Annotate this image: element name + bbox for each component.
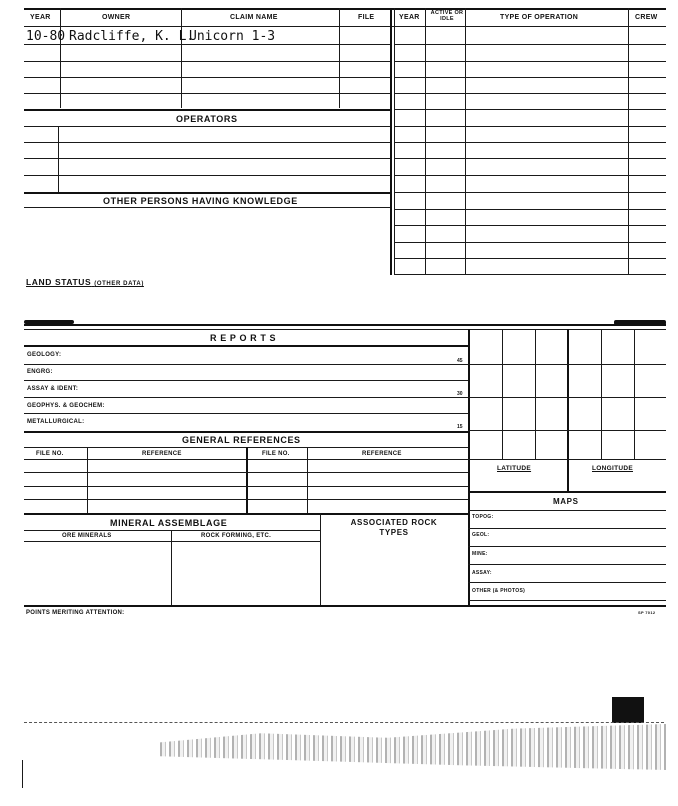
geology-label: GEOLOGY:	[27, 352, 62, 358]
row-line	[24, 126, 390, 127]
row-line	[394, 225, 666, 226]
row-line	[24, 513, 468, 515]
row-line	[24, 158, 390, 159]
row-line	[24, 364, 468, 365]
col-line	[601, 329, 602, 459]
assay-label: ASSAY & IDENT:	[27, 386, 79, 392]
land-status-label	[26, 277, 144, 287]
row-line	[468, 430, 666, 431]
other-persons-label: OTHER PERSONS HAVING KNOWLEDGE	[103, 196, 298, 206]
row-line	[24, 93, 390, 94]
reference-header-1: REFERENCE	[142, 451, 182, 457]
land-status-text: LAND STATUS	[26, 277, 92, 287]
row-line	[394, 274, 666, 275]
row-line	[468, 491, 666, 493]
points-meriting-label: POINTS MERITING ATTENTION:	[26, 610, 125, 616]
row-line	[468, 600, 666, 601]
crew-header: CREW	[635, 14, 658, 21]
row-line	[24, 380, 468, 381]
row-line	[394, 258, 666, 259]
geol-label: GEOL:	[472, 532, 490, 538]
longitude-label: LONGITUDE	[592, 465, 633, 472]
row-line	[24, 541, 320, 542]
row-line	[24, 175, 390, 176]
engrg-label: ENGRG:	[27, 369, 53, 375]
row-line	[468, 397, 666, 398]
row-line	[24, 499, 468, 500]
claim-name-header: CLAIM NAME	[230, 14, 278, 21]
col-line	[320, 513, 321, 605]
row-line	[394, 242, 666, 243]
row-line	[394, 77, 666, 78]
general-references-title: GENERAL REFERENCES	[182, 435, 301, 445]
row-line	[394, 126, 666, 127]
row-line	[394, 192, 666, 193]
entry-claim: Unicorn 1-3	[189, 29, 276, 44]
row-line	[24, 77, 390, 78]
row-line	[394, 209, 666, 210]
other-photos-label: OTHER (& PHOTOS)	[472, 588, 526, 594]
section-separator-2	[24, 329, 666, 330]
header-rule	[24, 26, 666, 27]
col-line	[535, 329, 536, 459]
col-line	[502, 329, 503, 459]
mineral-assemblage-title: MINERAL ASSEMBLAGE	[110, 518, 228, 528]
row-line	[394, 61, 666, 62]
row-line	[24, 413, 468, 414]
row-line	[24, 397, 468, 398]
row-line	[394, 109, 666, 110]
reports-title: R E P O R T S	[210, 333, 277, 343]
row-line	[468, 582, 666, 583]
center-divider	[390, 8, 392, 275]
metallurgical-label: METALLURGICAL:	[27, 419, 85, 425]
scan-noise-band	[160, 724, 666, 770]
type-of-operation-header: TYPE OF OPERATION	[500, 14, 579, 21]
scan-line	[24, 722, 664, 723]
year-header: YEAR	[30, 14, 51, 21]
topog-label: TOPOG:	[472, 514, 494, 520]
mine-label: MINE:	[472, 551, 488, 557]
rock-forming-header: ROCK FORMING, ETC.	[201, 533, 272, 539]
row-line	[394, 158, 666, 159]
file-no-header-2: FILE NO.	[262, 451, 290, 457]
col-line	[567, 329, 569, 491]
row-line	[24, 61, 390, 62]
geophys-label: GEOPHYS. & GEOCHEM:	[27, 403, 105, 409]
file-no-header-1: FILE NO.	[36, 451, 64, 457]
col-line	[634, 329, 635, 459]
active-idle-header: ACTIVE OR IDLE	[430, 10, 464, 22]
file-header: FILE	[358, 14, 375, 21]
row-line	[394, 175, 666, 176]
assay-map-label: ASSAY:	[472, 570, 492, 576]
year2-header: YEAR	[399, 14, 420, 21]
row-line	[24, 142, 390, 143]
operators-label: OPERATORS	[176, 114, 238, 124]
row-line	[394, 93, 666, 94]
row-line	[24, 472, 468, 473]
grid-number-45: 45	[457, 358, 463, 364]
row-line	[24, 486, 468, 487]
entry-year: 10-80	[26, 29, 66, 44]
row-line	[24, 207, 390, 208]
row-line	[24, 109, 390, 111]
col-line	[246, 447, 248, 513]
row-line	[24, 345, 468, 347]
col-line	[307, 447, 308, 513]
scan-artifact-block	[612, 697, 644, 723]
row-line	[394, 44, 666, 45]
scan-mark	[22, 760, 23, 788]
form-number: SP 7012	[638, 610, 656, 615]
row-line	[394, 142, 666, 143]
row-line	[468, 510, 666, 511]
maps-title: MAPS	[553, 497, 579, 506]
owner-header: OWNER	[102, 14, 131, 21]
col-line	[87, 447, 88, 513]
row-line	[468, 564, 666, 565]
row-line	[24, 192, 390, 194]
section-separator	[24, 324, 666, 326]
row-line	[24, 530, 320, 531]
row-line	[468, 459, 666, 460]
grid-number-15: 15	[457, 424, 463, 430]
row-line	[468, 546, 666, 547]
row-line	[468, 364, 666, 365]
reference-header-2: REFERENCE	[362, 451, 402, 457]
row-line	[468, 528, 666, 529]
ore-minerals-header: ORE MINERALS	[62, 533, 112, 539]
land-status-sub: (OTHER DATA)	[94, 281, 144, 287]
latitude-label: LATITUDE	[497, 465, 532, 472]
entry-owner: Radcliffe, K. L.	[69, 29, 195, 44]
row-line	[24, 44, 390, 45]
row-line	[24, 431, 468, 433]
associated-rock-types-title: ASSOCIATED ROCK TYPES	[350, 518, 438, 537]
top-border	[24, 8, 666, 10]
footer-rule	[24, 605, 666, 607]
col-line	[58, 126, 59, 192]
grid-number-30: 30	[457, 391, 463, 397]
